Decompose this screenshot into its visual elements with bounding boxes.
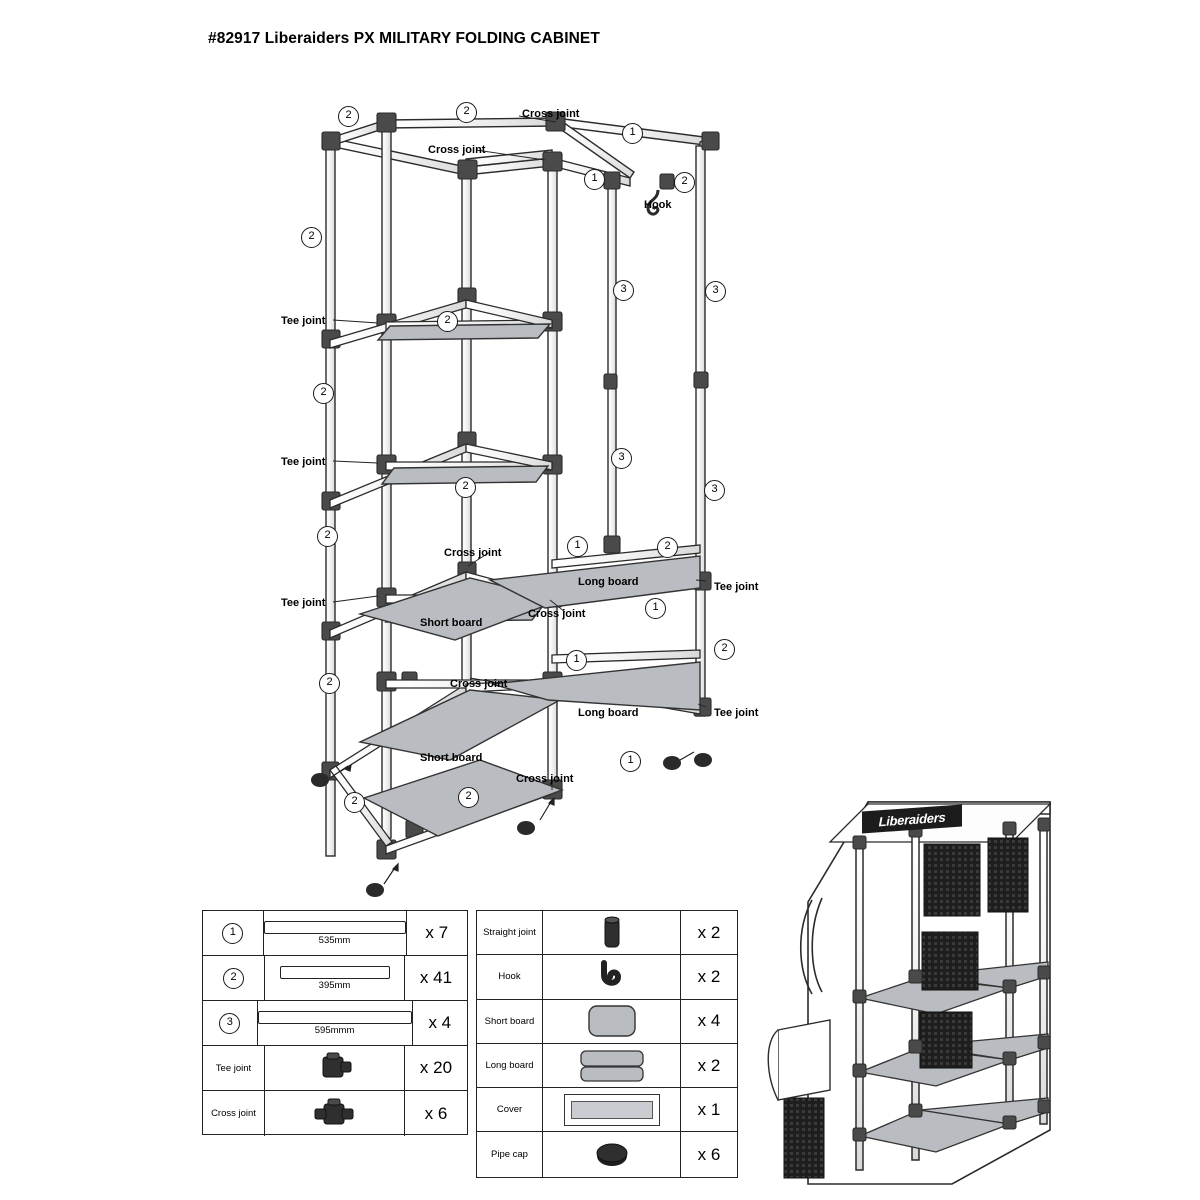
part-quantity: x 2	[697, 966, 721, 986]
brand-logo-label: Liberaiders	[862, 805, 962, 834]
parts-row	[477, 1132, 737, 1176]
part-number-badge: 3	[611, 448, 632, 469]
part-illustration	[543, 1132, 681, 1176]
part-quantity: x 4	[697, 1011, 721, 1031]
part-name-cell: Tee joint	[203, 1046, 265, 1090]
part-number-badge: 2	[657, 537, 678, 558]
page-title: #82917 Liberaiders PX MILITARY FOLDING CABINET	[208, 30, 600, 47]
part-name-cell: Cross joint	[203, 1091, 265, 1136]
part-illustration	[265, 1091, 405, 1136]
callout-label: Hook	[644, 199, 672, 211]
pipe-length-label: 535mm	[318, 934, 351, 946]
callout-label: Cross joint	[450, 678, 508, 690]
callout-label: Tee joint	[714, 581, 759, 593]
part-number-badge: 2	[456, 102, 477, 123]
callout-label: Tee joint	[281, 315, 326, 327]
part-number-badge: 2	[437, 311, 458, 332]
parts-table-left	[202, 910, 468, 1135]
parts-row	[477, 911, 737, 955]
part-illustration	[265, 956, 405, 1000]
cross-joint-icon	[310, 1096, 360, 1132]
part-illustration	[264, 911, 407, 955]
parts-row	[203, 1046, 467, 1091]
pipe-length-label: 595mmm	[314, 1024, 355, 1036]
part-number-badge: 2	[714, 639, 735, 660]
part-quantity: x 1	[697, 1099, 721, 1119]
part-number-badge: 3	[705, 281, 726, 302]
part-number-badge: 1	[645, 598, 666, 619]
straight-joint-icon	[597, 913, 627, 953]
part-number-badge: 2	[344, 792, 365, 813]
part-number-badge: 1	[584, 169, 605, 190]
callout-label: Cross joint	[428, 144, 486, 156]
callout-label: Cross joint	[522, 108, 580, 120]
part-quantity: x 6	[697, 1144, 721, 1164]
pipe-icon	[280, 966, 390, 979]
callout-label: Short board	[420, 617, 483, 629]
pipe-length-label: 395mm	[318, 979, 351, 991]
part-name-cell: Short board	[477, 1000, 543, 1043]
part-number-badge: 1	[222, 923, 243, 944]
part-illustration	[258, 1001, 413, 1045]
pipe-icon	[264, 921, 406, 934]
part-number-badge: 3	[219, 1013, 240, 1034]
part-name-cell: Cover	[477, 1088, 543, 1131]
part-number-cell	[203, 956, 265, 1000]
part-quantity: x 7	[425, 923, 449, 942]
part-illustration	[543, 1000, 681, 1043]
parts-row	[477, 1044, 737, 1088]
part-quantity: x 6	[424, 1103, 448, 1123]
part-number-badge: 2	[458, 787, 479, 808]
callout-label: Tee joint	[281, 456, 326, 468]
callout-label: Short board	[420, 752, 483, 764]
part-quantity: x 2	[697, 1055, 721, 1075]
part-number-badge: 2	[455, 477, 476, 498]
hook-icon	[592, 957, 632, 997]
parts-row	[203, 1001, 467, 1046]
tee-joint-icon	[313, 1051, 357, 1085]
part-number-badge: 2	[338, 106, 359, 127]
part-name-cell: Pipe cap	[477, 1132, 543, 1176]
part-quantity: x 41	[419, 968, 453, 987]
callout-label: Long board	[578, 576, 639, 588]
part-name-cell: Long board	[477, 1044, 543, 1087]
part-number-badge: 2	[317, 526, 338, 547]
pipe-cap-icon	[591, 1140, 633, 1170]
parts-table-right	[476, 910, 738, 1178]
part-number-badge: 1	[622, 123, 643, 144]
part-quantity: x 20	[419, 1058, 453, 1077]
part-number-badge: 1	[567, 536, 588, 557]
part-number-badge: 3	[704, 480, 725, 501]
callout-label: Cross joint	[444, 547, 502, 559]
parts-row	[203, 956, 467, 1001]
part-quantity: x 4	[428, 1013, 452, 1032]
part-number-badge: 2	[319, 673, 340, 694]
part-illustration	[543, 1044, 681, 1087]
parts-row	[477, 1088, 737, 1132]
parts-row	[203, 911, 467, 956]
short-board-icon	[581, 1000, 643, 1042]
part-name-cell: Straight joint	[477, 911, 543, 954]
part-number-badge: 2	[301, 227, 322, 248]
part-illustration	[543, 1088, 681, 1131]
callout-label: Tee joint	[281, 597, 326, 609]
part-number-cell	[203, 911, 264, 955]
part-number-badge: 3	[613, 280, 634, 301]
pipe-icon	[258, 1011, 412, 1024]
parts-row	[477, 1000, 737, 1044]
parts-row	[203, 1091, 467, 1136]
part-number-badge: 1	[566, 650, 587, 671]
cover-icon	[564, 1094, 660, 1126]
part-number-badge: 2	[674, 172, 695, 193]
part-illustration	[543, 955, 681, 998]
parts-row	[477, 955, 737, 999]
part-number-badge: 1	[620, 751, 641, 772]
callout-label: Cross joint	[528, 608, 586, 620]
part-quantity: x 2	[697, 922, 721, 942]
part-name-cell: Hook	[477, 955, 543, 998]
callout-label: Tee joint	[714, 707, 759, 719]
part-illustration	[265, 1046, 405, 1090]
part-number-badge: 2	[223, 968, 244, 989]
part-illustration	[543, 911, 681, 954]
callout-label: Cross joint	[516, 773, 574, 785]
part-number-badge: 2	[313, 383, 334, 404]
long-board-icon	[575, 1046, 649, 1086]
part-number-cell	[203, 1001, 258, 1045]
assembled-product-illustration	[760, 780, 1190, 1190]
callout-label: Long board	[578, 707, 639, 719]
